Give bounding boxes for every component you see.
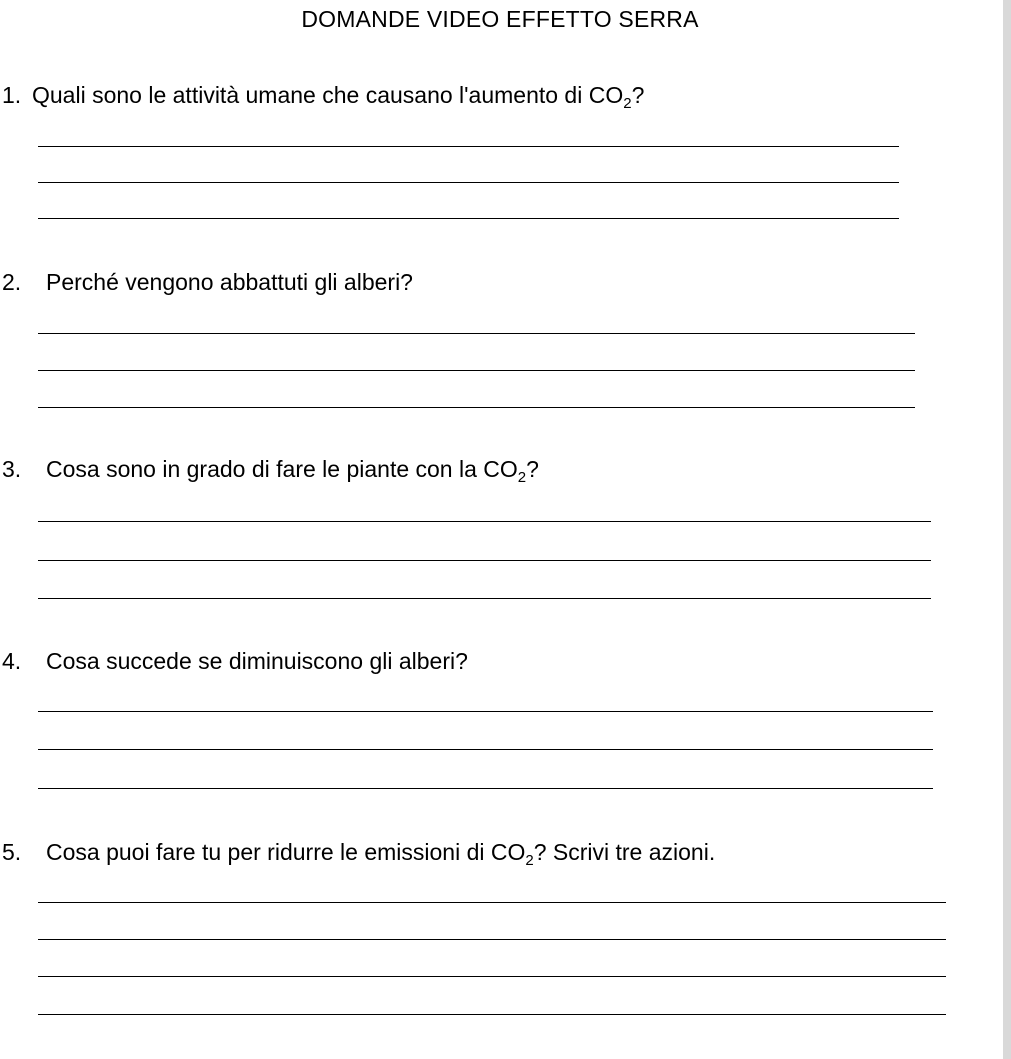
answer-line-5-2[interactable] [38, 939, 946, 940]
question-text: Cosa sono in grado di fare le piante con la [46, 456, 484, 482]
answer-line-4-3[interactable] [38, 788, 933, 789]
answer-line-5-4[interactable] [38, 1014, 946, 1015]
question-3: 3. Cosa sono in grado di fare le piante con la $CO_2$? [2, 456, 539, 486]
question-1: 1. Quali sono le attività umane che causano l'aumento di $CO_2$? [2, 82, 645, 112]
question-number: 2. [2, 269, 22, 295]
answer-line-1-1[interactable] [38, 146, 899, 147]
question-text: Perché vengono abbattuti gli alberi? [46, 269, 413, 295]
answer-line-2-1[interactable] [38, 333, 915, 334]
answer-line-3-3[interactable] [38, 598, 931, 599]
answer-line-5-3[interactable] [38, 976, 946, 977]
answer-line-3-2[interactable] [38, 560, 931, 561]
answer-line-1-3[interactable] [38, 218, 899, 219]
answer-line-3-1[interactable] [38, 521, 931, 522]
question-number: 1. [2, 82, 22, 108]
question-text: Quali sono le attività umane che causano l'aumento di [32, 82, 589, 108]
worksheet-title: DOMANDE VIDEO EFFETTO SERRA [301, 6, 699, 32]
answer-line-2-3[interactable] [38, 407, 915, 408]
question-2 [2, 269, 413, 296]
page-edge-scrollbar [1003, 0, 1011, 1059]
answer-line-4-1[interactable] [38, 711, 933, 712]
co2-formula: $CO_2$ [483, 456, 527, 486]
question-number: 5. [2, 839, 22, 865]
question-text: Cosa succede se diminuiscono gli alberi? [46, 648, 468, 674]
co2-formula: $CO_2$ [490, 839, 534, 869]
co2-formula: $CO_2$ [588, 82, 632, 112]
question-number: 4. [2, 648, 22, 674]
answer-line-1-2[interactable] [38, 182, 899, 183]
question-5: 5. Cosa puoi fare tu per ridurre le emissioni di $CO_2$? Scrivi tre azioni. [2, 839, 716, 869]
answer-line-4-2[interactable] [38, 749, 933, 750]
answer-line-5-1[interactable] [38, 902, 946, 903]
question-number: 3. [2, 456, 22, 482]
answer-line-2-2[interactable] [38, 370, 915, 371]
question-4 [2, 648, 468, 675]
question-text: Cosa puoi fare tu per ridurre le emissioni di [46, 839, 491, 865]
